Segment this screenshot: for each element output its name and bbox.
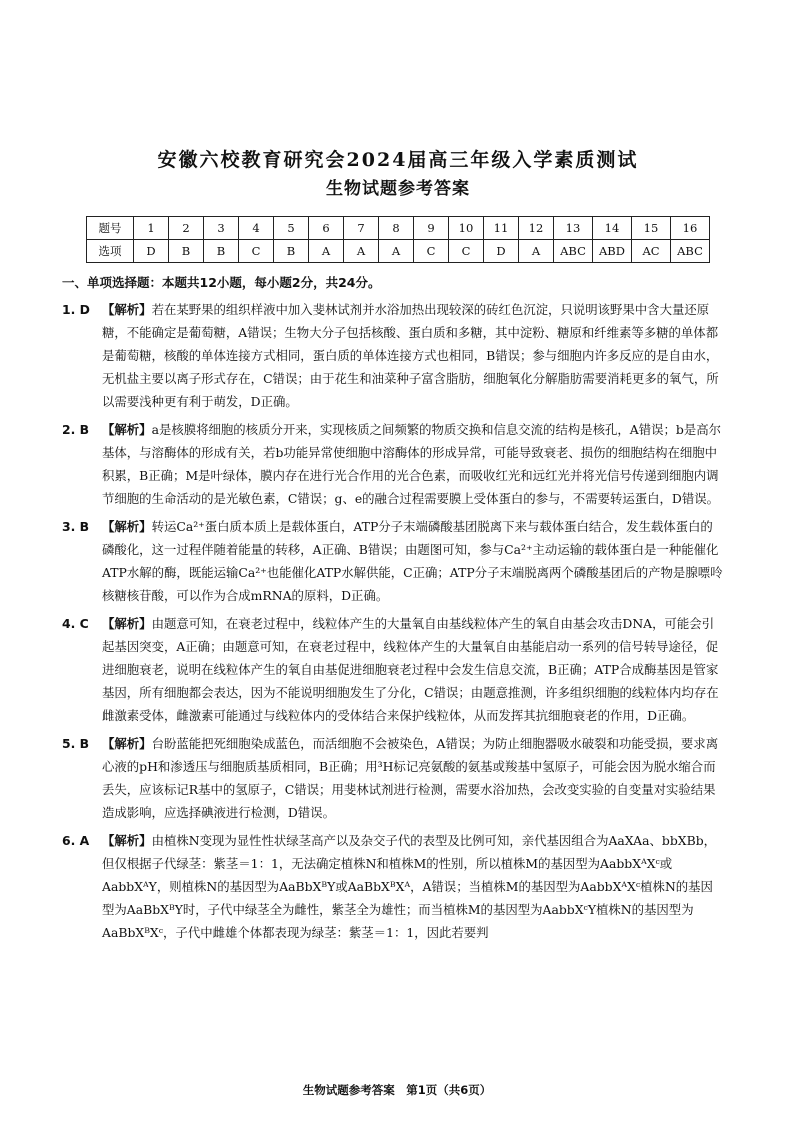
item-number: 4. C — [62, 616, 89, 631]
answer-cell: B — [204, 240, 239, 263]
item-tag: 【解析】 — [102, 422, 152, 437]
answer-cell: A — [379, 240, 414, 263]
question-number: 11 — [484, 217, 519, 240]
table-row-label: 题号 — [87, 217, 134, 240]
item-number: 5. B — [62, 736, 90, 751]
answer-cell: D — [484, 240, 519, 263]
section-heading: 一、单项选择题：本题共12小题，每小题2分，共24分。 — [62, 275, 381, 290]
explanation-item — [62, 829, 724, 944]
answer-cell: C — [414, 240, 449, 263]
answer-cell: C — [239, 240, 274, 263]
answer-cell: A — [344, 240, 379, 263]
item-number: 3. B — [62, 519, 90, 534]
question-number: 15 — [632, 217, 671, 240]
answer-cell: A — [519, 240, 554, 263]
question-number: 2 — [169, 217, 204, 240]
question-number: 12 — [519, 217, 554, 240]
question-number: 4 — [239, 217, 274, 240]
page-subtitle: 生物试题参考答案 — [326, 179, 470, 199]
question-number: 9 — [414, 217, 449, 240]
page-footer: 生物试题参考答案 第1页（共6页） — [302, 1083, 492, 1097]
item-tag: 【解析】 — [102, 302, 152, 317]
item-text: 若在某野果的组织样液中加入斐林试剂并水浴加热出现较深的砖红色沉淀，只说明该野果中含大量还原糖，不能确定是葡萄糖，A错误；生物大分子包括核酸、蛋白质和多糖，其中淀粉、糖原和纤维素等多糖的单体都是葡萄糖，核酸的单体连接方式相同，蛋白质的单体连接方式也相同，B错误；参与细胞内许多反应的是自由水，无机盐主要以离子形式存在，C错误；由于花生和油菜种子富含脂肪，细胞氧化分解脂肪需要消耗更多的氧气，所以需要浅种更有利于萌发，D正确。 — [102, 302, 719, 409]
question-number: 5 — [274, 217, 309, 240]
question-number: 13 — [554, 217, 593, 240]
question-number: 10 — [449, 217, 484, 240]
explanation-item — [62, 732, 724, 824]
explanation-item — [62, 612, 724, 727]
answer-cell: ABD — [593, 240, 632, 263]
item-tag: 【解析】 — [102, 833, 152, 848]
explanation-item — [62, 418, 724, 510]
answer-cell: C — [449, 240, 484, 263]
item-tag: 【解析】 — [102, 736, 152, 751]
item-text: a是核膜将细胞的核质分开来，实现核质之间频繁的物质交换和信息交流的结构是核孔，A错误；b是高尔基体，与溶酶体的形成有关，若b功能异常使细胞中溶酶体的形成异常，可能导致衰老、损伤的细胞结构在细胞中积累，B正确；M是叶绿体，膜内存在进行光合作用的光合色素，而吸收红光和远红光并将光信号传递到细胞内调节细胞的生命活动的是光敏色素，C错误；g、e的融合过程需要膜上受体蛋白的参与，不需要转运蛋白，D错误。 — [102, 422, 722, 506]
item-text: 由题意可知，在衰老过程中，线粒体产生的大量氧自由基线粒体产生的氧自由基会攻击DNA，可能会引起基因突变，A正确；由题意可知，在衰老过程中，线粒体产生的大量氧自由基能启动一系列的信号转导途径，促进细胞衰老，说明在线粒体产生的氧自由基促进细胞衰老过程中会发生信息交流，B正确；ATP合成酶基因是管家基因，所有细胞都会表达，因为不能说明细胞发生了分化，C错误；由题意推测，许多组织细胞的线粒体内均存在雌激素受体，雌激素可能通过与线粒体内的受体结合来保护线粒体，从而发挥其抗细胞衰老的作用，D正确。 — [102, 616, 719, 723]
answer-cell: AC — [632, 240, 671, 263]
item-text: 转运Ca²⁺蛋白质本质上是载体蛋白，ATP分子末端磷酸基团脱离下来与载体蛋白结合，发生载体蛋白的磷酸化，这一过程伴随着能量的转移，A正确、B错误；由题图可知，参与Ca²⁺主动运输的载体蛋白是一种能催化ATP水解的酶，既能运输Ca²⁺也能催化ATP水解供能，C正确；ATP分子末端脱离两个磷酸基团后的产物是腺嘌呤核糖核苷酸，可以作为合成mRNA的原料，D正确。 — [102, 519, 723, 603]
page-title: 安徽六校教育研究会2024届高三年级入学素质测试 — [157, 149, 639, 171]
question-number: 16 — [671, 217, 710, 240]
answer-cell: ABC — [554, 240, 593, 263]
answer-cell: B — [274, 240, 309, 263]
item-number: 2. B — [62, 422, 90, 437]
answer-cell: A — [309, 240, 344, 263]
answer-table — [86, 216, 710, 263]
answer-cell: D — [134, 240, 169, 263]
table-row-label: 选项 — [87, 240, 134, 263]
question-number: 3 — [204, 217, 239, 240]
item-number: 1. D — [62, 302, 90, 317]
question-number-row — [87, 217, 710, 240]
question-number: 7 — [344, 217, 379, 240]
item-text: 台盼蓝能把死细胞染成蓝色，而活细胞不会被染色，A错误；为防止细胞器吸水破裂和功能受损，要求离心液的pH和渗透压与细胞质基质相同，B正确；用³H标记亮氨酸的氨基或羧基中氢原子，可能会因为脱水缩合而丢失，应该标记R基中的氢原子，C错误；用斐林试剂进行检测，需要水浴加热，会改变实验的自变量对实验结果造成影响，应选择碘液进行检测，D错误。 — [102, 736, 719, 820]
explanation-item — [62, 298, 724, 413]
question-number: 14 — [593, 217, 632, 240]
explanation-item — [62, 515, 724, 607]
answer-cell: ABC — [671, 240, 710, 263]
item-text: 由植株N变现为显性性状绿茎高产以及杂交子代的表型及比例可知，亲代基因组合为AaXAa、bbXBb，但仅根据子代绿茎：紫茎＝1：1，无法确定植株N和植株M的性别，所以植株M的基因型为AabbXᴬXᶜ或AabbXᴬY，则植株N的基因型为AaBbXᴮY或AaBbXᴮXᴬ，A错误；当植株M的基因型为AabbXᴬXᶜ植株N的基因型为AaBbXᴮY时，子代中绿茎全为雌性，紫茎全为雄性；而当植株M的基因型为AabbXᶜY植株N的基因型为AaBbXᴮXᶜ，子代中雌雄个体都表现为绿茎：紫茎＝1：1，因此若要判 — [102, 833, 717, 940]
question-number: 8 — [379, 217, 414, 240]
question-number: 6 — [309, 217, 344, 240]
question-number: 1 — [134, 217, 169, 240]
answer-cell: B — [169, 240, 204, 263]
item-tag: 【解析】 — [102, 616, 152, 631]
item-number: 6. A — [62, 833, 90, 848]
item-tag: 【解析】 — [102, 519, 152, 534]
answer-row — [87, 240, 710, 263]
